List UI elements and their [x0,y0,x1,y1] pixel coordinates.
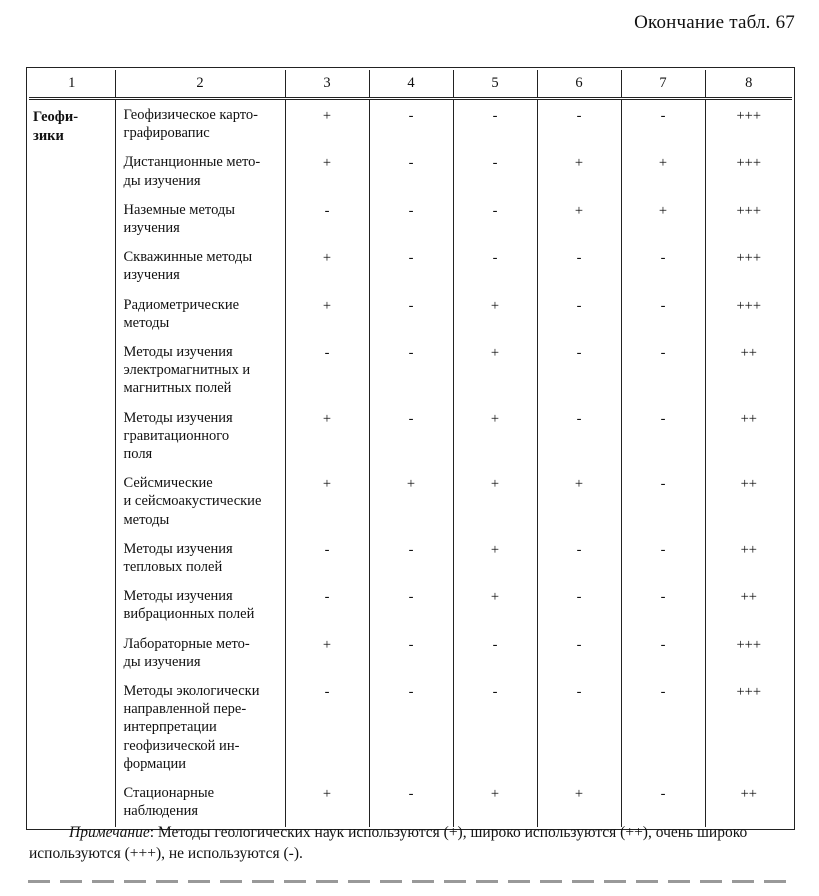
method-name-line: Методы экологически [123,683,260,700]
method-name [115,290,285,337]
method-name [115,629,285,676]
method-name-line: Стационарные [123,785,215,802]
usage-mark: + [453,403,537,469]
usage-mark: - [453,195,537,242]
usage-mark: +++ [705,99,792,148]
column-header: 2 [115,70,285,99]
usage-mark: + [453,290,537,337]
usage-mark: - [621,337,705,403]
usage-mark: - [537,403,621,469]
method-name [115,676,285,778]
method-name-line: Радиометрические [123,296,240,313]
usage-mark: ++ [705,403,792,469]
method-name-line: направленной пере- [123,701,247,718]
usage-mark: + [453,468,537,534]
usage-mark: ++ [705,468,792,534]
note-text: : Методы геологических наук используются (+), широко используются (++), очень широко используются (+++), не используются (-). [29,824,748,862]
method-name-line: Лабораторные мето- [123,635,250,652]
method-name-line: методы [123,511,170,528]
usage-mark: ++ [705,778,792,826]
usage-mark: ++ [705,337,792,403]
usage-mark: - [369,403,453,469]
usage-mark: - [285,676,369,778]
table-row [29,581,792,628]
method-name-line: графировапис [123,125,210,142]
method-name [115,242,285,289]
method-name-line: Методы изучения [123,540,233,557]
method-name-line: геофизической ин- [123,737,240,754]
method-name [115,534,285,581]
usage-mark: - [537,581,621,628]
table-row [29,242,792,289]
usage-mark: + [285,778,369,826]
page-bottom-rule [28,880,791,883]
method-name [115,147,285,194]
usage-mark: +++ [705,147,792,194]
method-name-line: магнитных полей [123,380,232,397]
column-header: 8 [705,70,792,99]
method-name [115,581,285,628]
table-row [29,534,792,581]
usage-mark: + [537,778,621,826]
usage-mark: + [453,534,537,581]
table-row [29,403,792,469]
usage-mark: + [453,337,537,403]
usage-mark: - [285,337,369,403]
usage-mark: - [537,337,621,403]
table-body [29,99,792,827]
usage-mark: + [453,581,537,628]
section-label-line: зики [33,128,64,144]
method-name-line: Сейсмические [123,475,213,492]
usage-mark: - [369,337,453,403]
table-row [29,676,792,778]
column-header: 7 [621,70,705,99]
usage-mark: - [369,581,453,628]
column-header: 1 [29,70,115,99]
usage-mark: - [453,147,537,194]
usage-mark: + [285,147,369,194]
usage-mark: ++ [705,581,792,628]
method-name-line: Наземные методы [123,201,236,218]
section-label [29,99,115,827]
usage-mark: - [369,242,453,289]
method-name-line: ды изучения [123,172,201,189]
usage-mark: +++ [705,195,792,242]
usage-mark: - [621,581,705,628]
table-row [29,778,792,826]
usage-mark: - [285,195,369,242]
usage-mark: + [621,147,705,194]
usage-mark: - [453,676,537,778]
column-header: 5 [453,70,537,99]
usage-mark: + [537,195,621,242]
usage-mark: - [621,778,705,826]
usage-mark: - [453,99,537,148]
column-header: 4 [369,70,453,99]
method-name-line: Скважинные методы [123,249,253,266]
method-name-line: поля [123,446,153,463]
usage-mark: + [537,147,621,194]
table-row [29,290,792,337]
usage-mark: - [537,676,621,778]
usage-mark: + [285,629,369,676]
method-name-line: ды изучения [123,653,201,670]
usage-mark: - [369,99,453,148]
usage-mark: - [369,534,453,581]
method-name-line: и сейсмоакустические [123,493,262,510]
method-name-line: Методы изучения [123,344,233,361]
usage-mark: +++ [705,242,792,289]
usage-mark: - [285,581,369,628]
usage-mark: - [369,629,453,676]
usage-mark: - [369,195,453,242]
usage-mark: - [369,147,453,194]
usage-mark: + [285,242,369,289]
usage-mark: +++ [705,676,792,778]
usage-mark: - [621,676,705,778]
method-name-line: Методы изучения [123,588,233,605]
usage-mark: + [285,99,369,148]
usage-mark: - [453,242,537,289]
method-name-line: электромагнитных и [123,362,251,379]
table-row [29,195,792,242]
table-row [29,337,792,403]
usage-mark: + [285,468,369,534]
method-name [115,99,285,148]
usage-mark: - [453,629,537,676]
method-name-line: гравитационного [123,427,230,444]
table-row [29,99,792,148]
usage-mark: +++ [705,629,792,676]
usage-mark: - [621,99,705,148]
method-name-line: наблюдения [123,803,199,820]
usage-mark: - [621,242,705,289]
note-label: Примечание [69,824,150,841]
usage-mark: + [369,468,453,534]
method-name-line: Геофизическое карто- [123,107,258,123]
usage-mark: - [621,403,705,469]
data-table [29,70,792,827]
table-note [29,822,799,864]
method-name-line: Дистанционные мето- [123,154,261,171]
usage-mark: - [369,676,453,778]
method-name [115,468,285,534]
usage-mark: - [537,534,621,581]
table-row [29,147,792,194]
method-name-line: вибрационных полей [123,606,255,623]
usage-mark: - [621,468,705,534]
section-label-line: Геофи- [33,109,79,125]
usage-mark: - [621,534,705,581]
header-row [29,70,792,99]
method-name-line: тепловых полей [123,559,223,576]
usage-mark: + [285,290,369,337]
usage-mark: - [537,629,621,676]
method-name [115,778,285,826]
usage-mark: + [537,468,621,534]
table-row [29,468,792,534]
usage-mark: - [537,290,621,337]
usage-mark: - [621,629,705,676]
method-name-line: Методы изучения [123,409,233,426]
usage-mark: +++ [705,290,792,337]
method-name [115,337,285,403]
method-name-line: изучения [123,220,180,237]
usage-mark: - [537,242,621,289]
table-row [29,629,792,676]
usage-mark: - [537,99,621,148]
method-name-line: формации [123,755,186,772]
column-header: 3 [285,70,369,99]
method-name [115,403,285,469]
method-name-line: интерпретации [123,719,217,736]
usage-mark: + [621,195,705,242]
table-frame [26,67,795,830]
usage-mark: + [453,778,537,826]
method-name [115,195,285,242]
usage-mark: - [285,534,369,581]
column-header: 6 [537,70,621,99]
usage-mark: - [369,778,453,826]
table-caption: Окончание табл. 67 [634,12,795,33]
usage-mark: + [285,403,369,469]
method-name-line: изучения [123,267,180,284]
method-name-line: методы [123,314,170,331]
usage-mark: - [621,290,705,337]
usage-mark: ++ [705,534,792,581]
usage-mark: - [369,290,453,337]
